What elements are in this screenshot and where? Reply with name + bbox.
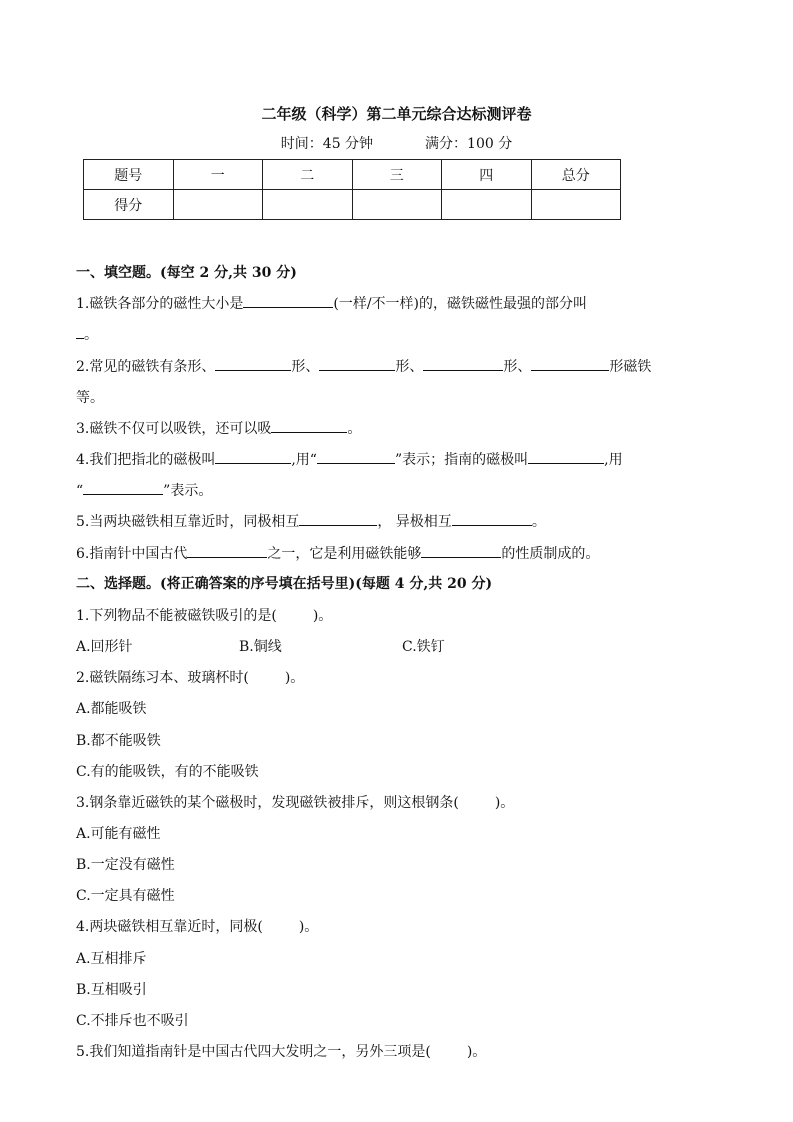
- answer-blank[interactable]: [421, 543, 501, 558]
- fill-question-3: [76, 418, 361, 438]
- question-text: )。: [466, 1044, 487, 1060]
- answer-blank[interactable]: [243, 293, 333, 308]
- question-text: 4.两块磁铁相互靠近时，同极(: [76, 919, 263, 935]
- question-text: 2.磁铁隔练习本、玻璃杯时(: [76, 670, 249, 686]
- question-text: 形磁铁: [609, 359, 652, 375]
- answer-blank[interactable]: [319, 356, 395, 371]
- header-cell: 一: [173, 160, 263, 190]
- question-text: ， 异极相互: [377, 514, 452, 530]
- question-text: 4.我们把指北的磁极叫: [76, 452, 216, 468]
- option-a: A.都能吸铁: [76, 701, 147, 717]
- choice-options-1: [76, 636, 445, 656]
- choice-question-5: [76, 1041, 486, 1061]
- question-text: 6.指南针中国古代: [76, 546, 188, 562]
- question-text: 3.钢条靠近磁铁的某个磁极时，发现磁铁被排斥，则这根钢条(: [76, 795, 459, 811]
- question-text: 形、: [503, 359, 532, 375]
- question-text: ”表示；指南的磁极叫: [394, 452, 529, 468]
- question-text: )。: [298, 919, 319, 935]
- option-b: B.互相吸引: [76, 982, 147, 998]
- fill-question-1-cont: [76, 324, 98, 344]
- answer-blank[interactable]: [76, 324, 84, 339]
- fill-question-4-cont: [76, 480, 212, 500]
- section2-heading: 二、选择题。(将正确答案的序号填在括号里)(每题 4 分,共 20 分): [76, 576, 493, 592]
- header-cell: 三: [352, 160, 442, 190]
- question-text: 3.磁铁不仅可以吸铁，还可以吸: [76, 421, 272, 437]
- score-table: [83, 159, 621, 220]
- question-text: 。: [531, 514, 546, 530]
- score-cell[interactable]: [531, 190, 621, 220]
- score-table-header-row: [84, 160, 621, 190]
- score-cell[interactable]: [442, 190, 532, 220]
- question-text: 的性质制成的。: [501, 546, 600, 562]
- answer-blank[interactable]: [423, 356, 503, 371]
- answer-blank[interactable]: [528, 449, 604, 464]
- option-b: B.一定没有磁性: [76, 857, 175, 873]
- question-text: 之一，它是利用磁铁能够: [267, 546, 422, 562]
- fill-question-4: [76, 449, 623, 469]
- question-text: ”表示。: [163, 483, 213, 499]
- header-cell: 四: [442, 160, 532, 190]
- question-text: )。: [494, 795, 515, 811]
- row-label: 得分: [84, 190, 174, 220]
- question-text: “: [76, 483, 84, 499]
- question-text: 5.我们知道指南针是中国古代四大发明之一，另外三项是(: [76, 1044, 431, 1060]
- exam-info: [0, 133, 793, 153]
- score-table-score-row: [84, 190, 621, 220]
- fill-question-6: [76, 543, 599, 563]
- answer-blank[interactable]: [317, 449, 395, 464]
- answer-blank[interactable]: [299, 511, 377, 526]
- question-text: 。: [347, 421, 362, 437]
- question-text: 2.常见的磁铁有条形、: [76, 359, 216, 375]
- option-a: A.回形针: [76, 639, 133, 655]
- option-c: C.不排斥也不吸引: [76, 1013, 189, 1029]
- header-cell: 总分: [531, 160, 621, 190]
- question-text: )。: [284, 670, 305, 686]
- choice-question-1: [76, 605, 332, 625]
- answer-blank[interactable]: [83, 480, 163, 495]
- score-cell[interactable]: [263, 190, 353, 220]
- answer-blank[interactable]: [187, 543, 267, 558]
- answer-blank[interactable]: [531, 356, 609, 371]
- option-b: B.铜线: [239, 639, 282, 655]
- choice-question-3: [76, 792, 514, 812]
- header-cell: 二: [263, 160, 353, 190]
- fill-question-2: [76, 356, 651, 376]
- answer-blank[interactable]: [452, 511, 532, 526]
- full-score: 满分：100 分: [425, 136, 513, 152]
- question-text: )。: [312, 608, 333, 624]
- header-cell: 题号: [84, 160, 174, 190]
- fill-question-5: [76, 511, 546, 531]
- option-a: A.互相排斥: [76, 951, 147, 967]
- choice-question-2: [76, 667, 304, 687]
- option-a: A.可能有磁性: [76, 826, 161, 842]
- question-text: 1.磁铁各部分的磁性大小是: [76, 296, 244, 312]
- question-text: 1.下列物品不能被磁铁吸引的是(: [76, 608, 277, 624]
- answer-blank[interactable]: [271, 418, 347, 433]
- option-c: C.有的能吸铁，有的不能吸铁: [76, 764, 259, 780]
- choice-question-4: [76, 916, 318, 936]
- option-c: C.一定具有磁性: [76, 888, 175, 904]
- option-b: B.都不能吸铁: [76, 733, 161, 749]
- fill-question-1: [76, 293, 587, 313]
- question-text: 形、: [395, 359, 424, 375]
- option-c: C.铁钉: [402, 639, 445, 655]
- page-title: 二年级（科学）第二单元综合达标测评卷: [261, 105, 532, 123]
- question-text: ,用“: [291, 452, 317, 468]
- question-text: 5.当两块磁铁相互靠近时，同极相互: [76, 514, 300, 530]
- score-cell[interactable]: [173, 190, 263, 220]
- section1-heading: 一、填空题。(每空 2 分,共 30 分): [76, 265, 297, 281]
- question-text: (一样/不一样)的，磁铁磁性最强的部分叫: [333, 296, 587, 312]
- time-limit: 时间：45 分钟: [280, 136, 374, 152]
- fill-question-2-cont: 等。: [76, 390, 104, 406]
- score-cell[interactable]: [352, 190, 442, 220]
- question-text: ,用: [604, 452, 623, 468]
- question-text: 。: [84, 327, 98, 343]
- answer-blank[interactable]: [215, 449, 291, 464]
- question-text: 形、: [291, 359, 320, 375]
- answer-blank[interactable]: [215, 356, 291, 371]
